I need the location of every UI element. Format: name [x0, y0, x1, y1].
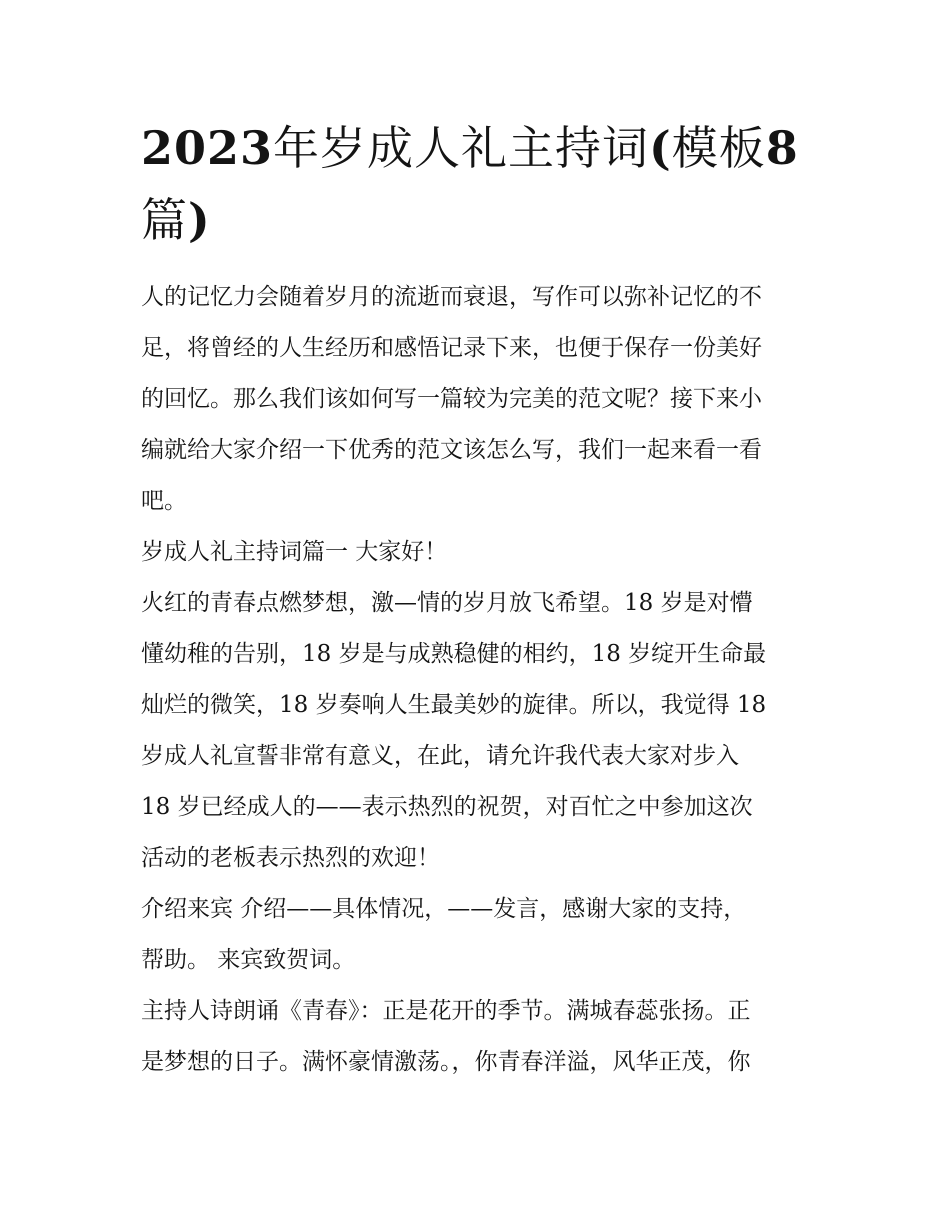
text-line: 火红的青春点燃梦想，激—情的岁月放飞希望。18 岁是对懵: [141, 590, 753, 616]
title-line-1: 2023年岁成人礼主持词(模板8: [141, 121, 799, 175]
text-line: 人的记忆力会随着岁月的流逝而衰退，写作可以弥补记忆的不: [141, 284, 762, 310]
text-line: 岁成人礼主持词篇一 大家好！: [141, 539, 448, 565]
text-line: 的回忆。那么我们该如何写一篇较为完美的范文呢？接下来小: [141, 386, 762, 412]
text-line: 吧。: [141, 488, 187, 514]
text-line: 介绍来宾 介绍——具体情况，——发言，感谢大家的支持，: [141, 896, 747, 922]
text-line: 是梦想的日子。满怀豪情激荡。，你青春洋溢，风华正茂，你: [141, 1049, 751, 1075]
text-line: 足，将曾经的人生经历和感悟记录下来，也便于保存一份美好: [141, 335, 762, 361]
title-line-2: 篇): [141, 193, 211, 247]
text-line: 编就给大家介绍一下优秀的范文该怎么写，我们一起来看一看: [141, 437, 762, 463]
document-body: [141, 272, 813, 1088]
document-title: [141, 112, 813, 256]
opening-paragraph: [141, 578, 813, 884]
section-heading-paragraph: [141, 527, 813, 578]
text-line: 懂幼稚的告别，18 岁是与成熟稳健的相约，18 岁绽开生命最: [141, 641, 767, 667]
text-line: 18 岁已经成人的——表示热烈的祝贺，对百忙之中参加这次: [141, 794, 753, 820]
text-line: 主持人诗朗诵《青春》：正是花开的季节。满城春蕊张扬。正: [141, 998, 751, 1024]
text-line: 灿烂的微笑，18 岁奏响人生最美妙的旋律。所以，我觉得 18: [141, 692, 767, 718]
guest-intro-paragraph: [141, 884, 813, 986]
poem-paragraph: [141, 986, 813, 1088]
text-line: 活动的老板表示热烈的欢迎！: [141, 845, 440, 871]
text-line: 帮助。 来宾致贺词。: [141, 947, 356, 973]
text-line: 岁成人礼宣誓非常有意义，在此，请允许我代表大家对步入: [141, 743, 739, 769]
document-page: [141, 112, 813, 1088]
intro-paragraph: [141, 272, 813, 527]
